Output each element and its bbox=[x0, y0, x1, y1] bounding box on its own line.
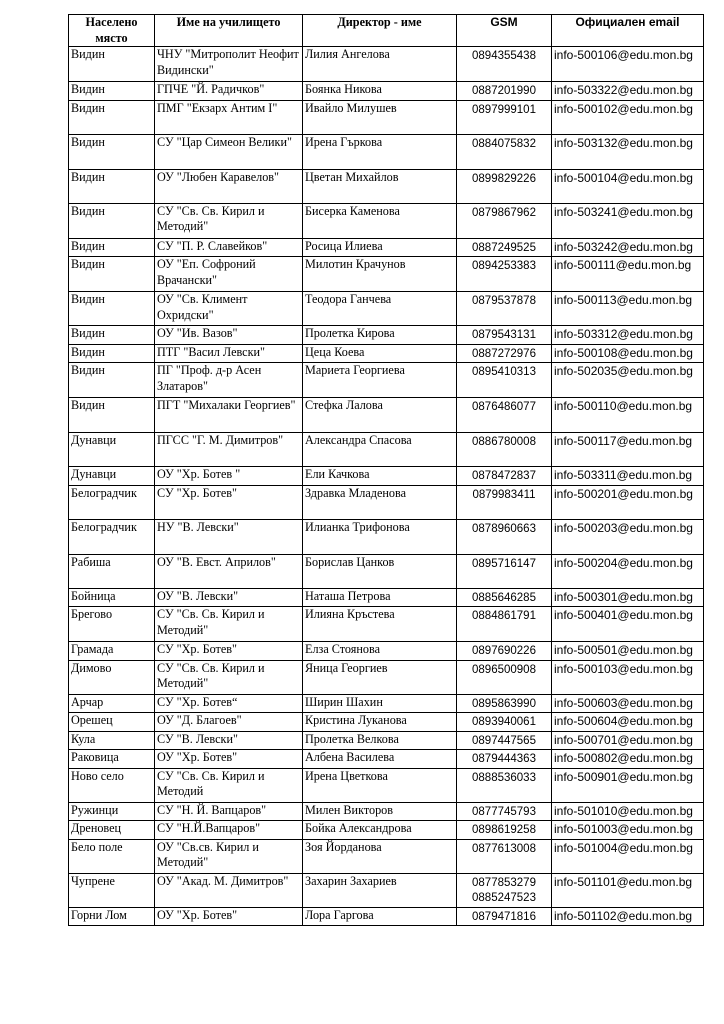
cell-email: info-501004@edu.mon.bg bbox=[552, 839, 704, 873]
cell-school: СУ "Св. Св. Кирил и Методий bbox=[155, 768, 303, 802]
cell-gsm: 0895410313 bbox=[457, 363, 552, 398]
cell-gsm: 0879983411 bbox=[457, 485, 552, 519]
cell-gsm: 0893940061 bbox=[457, 713, 552, 732]
cell-school: СУ "Хр. Ботев" bbox=[155, 642, 303, 661]
header-school: Име на училището bbox=[155, 15, 303, 47]
cell-place: Видин bbox=[69, 203, 155, 238]
cell-gsm: 0877745793 bbox=[457, 802, 552, 821]
table-row bbox=[69, 642, 704, 661]
cell-gsm: 0894253383 bbox=[457, 257, 552, 292]
cell-email: info-503241@edu.mon.bg bbox=[552, 203, 704, 238]
cell-director: Бисерка Каменова bbox=[303, 203, 457, 238]
cell-school: СУ "Св. Св. Кирил и Методий" bbox=[155, 203, 303, 238]
table-row bbox=[69, 433, 704, 467]
cell-place: Видин bbox=[69, 100, 155, 134]
cell-gsm: 0897690226 bbox=[457, 642, 552, 661]
table-row bbox=[69, 485, 704, 519]
cell-email: info-500203@edu.mon.bg bbox=[552, 519, 704, 554]
cell-email: info-500901@edu.mon.bg bbox=[552, 768, 704, 802]
cell-place: Димово bbox=[69, 660, 155, 694]
cell-school: ОУ "Любен Каравелов" bbox=[155, 169, 303, 203]
table-row bbox=[69, 344, 704, 363]
header-place: Населено място bbox=[69, 15, 155, 47]
cell-director: Кристина Луканова bbox=[303, 713, 457, 732]
cell-gsm: 0879543131 bbox=[457, 326, 552, 345]
cell-school: ОУ "Акад. М. Димитров" bbox=[155, 873, 303, 907]
cell-gsm: 0878960663 bbox=[457, 519, 552, 554]
cell-school: ОУ "Д. Благоев" bbox=[155, 713, 303, 732]
cell-school: СУ "П. Р. Славейков" bbox=[155, 238, 303, 257]
cell-gsm: 0887249525 bbox=[457, 238, 552, 257]
table-row bbox=[69, 750, 704, 769]
cell-gsm: 0898619258 bbox=[457, 821, 552, 840]
cell-place: Раковица bbox=[69, 750, 155, 769]
table-row bbox=[69, 588, 704, 607]
table-row bbox=[69, 607, 704, 642]
cell-place: Белоградчик bbox=[69, 519, 155, 554]
table-row bbox=[69, 839, 704, 873]
cell-director: Цветан Михайлов bbox=[303, 169, 457, 203]
cell-gsm: 0877853279 0885247523 bbox=[457, 873, 552, 907]
cell-place: Видин bbox=[69, 82, 155, 101]
cell-gsm: 0887272976 bbox=[457, 344, 552, 363]
cell-email: info-500110@edu.mon.bg bbox=[552, 398, 704, 433]
cell-school: ОУ "Ив. Вазов" bbox=[155, 326, 303, 345]
cell-place: Дунавци bbox=[69, 433, 155, 467]
cell-email: info-500701@edu.mon.bg bbox=[552, 731, 704, 750]
table-row bbox=[69, 257, 704, 292]
cell-director: Росица Илиева bbox=[303, 238, 457, 257]
cell-email: info-501101@edu.mon.bg bbox=[552, 873, 704, 907]
cell-school: СУ "Хр. Ботев" bbox=[155, 485, 303, 519]
cell-email: info-500401@edu.mon.bg bbox=[552, 607, 704, 642]
cell-gsm: 0884075832 bbox=[457, 134, 552, 169]
table-row bbox=[69, 169, 704, 203]
cell-director: Александра Спасова bbox=[303, 433, 457, 467]
cell-email: info-503242@edu.mon.bg bbox=[552, 238, 704, 257]
table-row bbox=[69, 907, 704, 926]
cell-school: ОУ "Хр. Ботев" bbox=[155, 907, 303, 926]
cell-school: ОУ "Хр. Ботев" bbox=[155, 750, 303, 769]
header-director: Директор - име bbox=[303, 15, 457, 47]
cell-director: Милен Викторов bbox=[303, 802, 457, 821]
cell-school: СУ "Н. Й. Вапцаров" bbox=[155, 802, 303, 821]
cell-gsm: 0879537878 bbox=[457, 292, 552, 326]
cell-place: Ружинци bbox=[69, 802, 155, 821]
cell-school: ОУ "Св.св. Кирил и Методий" bbox=[155, 839, 303, 873]
cell-email: info-500802@edu.mon.bg bbox=[552, 750, 704, 769]
cell-director: Мариета Георгиева bbox=[303, 363, 457, 398]
cell-place: Видин bbox=[69, 344, 155, 363]
cell-director: Наташа Петрова bbox=[303, 588, 457, 607]
cell-director: Стефка Лалова bbox=[303, 398, 457, 433]
table-row bbox=[69, 519, 704, 554]
table-row bbox=[69, 47, 704, 82]
cell-email: info-500301@edu.mon.bg bbox=[552, 588, 704, 607]
cell-place: Рабиша bbox=[69, 554, 155, 588]
cell-email: info-500501@edu.mon.bg bbox=[552, 642, 704, 661]
cell-email: info-500106@edu.mon.bg bbox=[552, 47, 704, 82]
cell-director: Борислав Цанков bbox=[303, 554, 457, 588]
cell-place: Ново село bbox=[69, 768, 155, 802]
cell-director: Пролетка Кирова bbox=[303, 326, 457, 345]
cell-place: Кула bbox=[69, 731, 155, 750]
cell-school: ОУ "Еп. Софроний Врачански" bbox=[155, 257, 303, 292]
cell-school: ОУ "Св. Климент Охридски" bbox=[155, 292, 303, 326]
cell-school: ГПЧЕ "Й. Радичков" bbox=[155, 82, 303, 101]
cell-director: Милотин Крачунов bbox=[303, 257, 457, 292]
cell-place: Дунавци bbox=[69, 467, 155, 486]
cell-email: info-500103@edu.mon.bg bbox=[552, 660, 704, 694]
cell-email: info-501010@edu.mon.bg bbox=[552, 802, 704, 821]
cell-email: info-500603@edu.mon.bg bbox=[552, 694, 704, 713]
cell-email: info-500108@edu.mon.bg bbox=[552, 344, 704, 363]
cell-email: info-500113@edu.mon.bg bbox=[552, 292, 704, 326]
cell-place: Видин bbox=[69, 326, 155, 345]
cell-director: Цеца Коева bbox=[303, 344, 457, 363]
cell-place: Видин bbox=[69, 238, 155, 257]
cell-place: Арчар bbox=[69, 694, 155, 713]
cell-director: Боянка Никова bbox=[303, 82, 457, 101]
cell-place: Видин bbox=[69, 47, 155, 82]
table-row bbox=[69, 821, 704, 840]
cell-email: info-501102@edu.mon.bg bbox=[552, 907, 704, 926]
table-row bbox=[69, 398, 704, 433]
cell-place: Белоградчик bbox=[69, 485, 155, 519]
table-row bbox=[69, 660, 704, 694]
cell-director: Бойка Александрова bbox=[303, 821, 457, 840]
cell-director: Албена Василева bbox=[303, 750, 457, 769]
cell-place: Орешец bbox=[69, 713, 155, 732]
cell-place: Чупрене bbox=[69, 873, 155, 907]
cell-place: Видин bbox=[69, 257, 155, 292]
cell-email: info-500111@edu.mon.bg bbox=[552, 257, 704, 292]
cell-email: info-500102@edu.mon.bg bbox=[552, 100, 704, 134]
cell-school: НУ "В. Левски" bbox=[155, 519, 303, 554]
table-row bbox=[69, 873, 704, 907]
table-row bbox=[69, 363, 704, 398]
cell-email: info-503312@edu.mon.bg bbox=[552, 326, 704, 345]
cell-director: Ирена Цветкова bbox=[303, 768, 457, 802]
cell-email: info-503311@edu.mon.bg bbox=[552, 467, 704, 486]
cell-director: Ширин Шахин bbox=[303, 694, 457, 713]
cell-school: СУ "Цар Симеон Велики" bbox=[155, 134, 303, 169]
cell-director: Здравка Младенова bbox=[303, 485, 457, 519]
cell-director: Ели Качкова bbox=[303, 467, 457, 486]
table-row bbox=[69, 554, 704, 588]
table-body bbox=[69, 47, 704, 926]
table-row bbox=[69, 238, 704, 257]
cell-gsm: 0888536033 bbox=[457, 768, 552, 802]
table-row bbox=[69, 802, 704, 821]
cell-email: info-500604@edu.mon.bg bbox=[552, 713, 704, 732]
cell-school: СУ "Св. Св. Кирил и Методий" bbox=[155, 607, 303, 642]
cell-school: ОУ "В. Евст. Априлов" bbox=[155, 554, 303, 588]
cell-gsm: 0897447565 bbox=[457, 731, 552, 750]
cell-gsm: 0899829226 bbox=[457, 169, 552, 203]
table-row bbox=[69, 768, 704, 802]
cell-gsm: 0897999101 bbox=[457, 100, 552, 134]
cell-gsm: 0887201990 bbox=[457, 82, 552, 101]
cell-school: ПМГ "Екзарх Антим I" bbox=[155, 100, 303, 134]
cell-gsm: 0877613008 bbox=[457, 839, 552, 873]
cell-gsm: 0878472837 bbox=[457, 467, 552, 486]
cell-email: info-501003@edu.mon.bg bbox=[552, 821, 704, 840]
cell-gsm: 0879444363 bbox=[457, 750, 552, 769]
cell-place: Видин bbox=[69, 169, 155, 203]
cell-gsm: 0884861791 bbox=[457, 607, 552, 642]
cell-director: Зоя Йорданова bbox=[303, 839, 457, 873]
cell-director: Ивайло Милушев bbox=[303, 100, 457, 134]
cell-gsm: 0894355438 bbox=[457, 47, 552, 82]
cell-director: Илианка Трифонова bbox=[303, 519, 457, 554]
cell-director: Яница Георгиев bbox=[303, 660, 457, 694]
cell-school: ПГ "Проф. д-р Асен Златаров" bbox=[155, 363, 303, 398]
cell-director: Пролетка Велкова bbox=[303, 731, 457, 750]
cell-gsm: 0876486077 bbox=[457, 398, 552, 433]
cell-gsm: 0885646285 bbox=[457, 588, 552, 607]
cell-gsm: 0895716147 bbox=[457, 554, 552, 588]
cell-director: Захарин Захариев bbox=[303, 873, 457, 907]
cell-gsm: 0896500908 bbox=[457, 660, 552, 694]
cell-director: Илияна Кръстева bbox=[303, 607, 457, 642]
cell-school: ЧНУ "Митрополит Неофит Видински" bbox=[155, 47, 303, 82]
cell-school: ОУ "В. Левски" bbox=[155, 588, 303, 607]
cell-email: info-500104@edu.mon.bg bbox=[552, 169, 704, 203]
cell-director: Лора Гаргова bbox=[303, 907, 457, 926]
cell-place: Видин bbox=[69, 134, 155, 169]
cell-director: Ирена Гъркова bbox=[303, 134, 457, 169]
header-row bbox=[69, 15, 704, 47]
cell-gsm: 0895863990 bbox=[457, 694, 552, 713]
cell-school: СУ "Н.Й.Вапцаров" bbox=[155, 821, 303, 840]
cell-school: ПТГ "Васил Левски" bbox=[155, 344, 303, 363]
cell-email: info-500204@edu.mon.bg bbox=[552, 554, 704, 588]
table-row bbox=[69, 292, 704, 326]
header-email: Официален email bbox=[552, 15, 704, 47]
cell-place: Бело поле bbox=[69, 839, 155, 873]
table-row bbox=[69, 694, 704, 713]
cell-director: Лилия Ангелова bbox=[303, 47, 457, 82]
cell-school: ПГТ "Михалаки Георгиев" bbox=[155, 398, 303, 433]
cell-place: Горни Лом bbox=[69, 907, 155, 926]
cell-school: ОУ "Хр. Ботев " bbox=[155, 467, 303, 486]
table-row bbox=[69, 203, 704, 238]
table-row bbox=[69, 731, 704, 750]
cell-place: Грамада bbox=[69, 642, 155, 661]
table-row bbox=[69, 134, 704, 169]
table-row bbox=[69, 100, 704, 134]
table-row bbox=[69, 326, 704, 345]
cell-gsm: 0879867962 bbox=[457, 203, 552, 238]
schools-table bbox=[68, 14, 704, 926]
header-gsm: GSM bbox=[457, 15, 552, 47]
cell-place: Видин bbox=[69, 398, 155, 433]
cell-email: info-500201@edu.mon.bg bbox=[552, 485, 704, 519]
cell-school: ПГСС "Г. М. Димитров" bbox=[155, 433, 303, 467]
cell-gsm: 0886780008 bbox=[457, 433, 552, 467]
cell-school: СУ "Хр. Ботев“ bbox=[155, 694, 303, 713]
cell-email: info-500117@edu.mon.bg bbox=[552, 433, 704, 467]
cell-director: Теодора Ганчева bbox=[303, 292, 457, 326]
cell-gsm: 0879471816 bbox=[457, 907, 552, 926]
cell-place: Бойница bbox=[69, 588, 155, 607]
cell-email: info-503322@edu.mon.bg bbox=[552, 82, 704, 101]
cell-school: СУ "В. Левски" bbox=[155, 731, 303, 750]
cell-place: Дреновец bbox=[69, 821, 155, 840]
cell-place: Видин bbox=[69, 292, 155, 326]
cell-place: Видин bbox=[69, 363, 155, 398]
cell-school: СУ "Св. Св. Кирил и Методий" bbox=[155, 660, 303, 694]
table-row bbox=[69, 467, 704, 486]
cell-email: info-503132@edu.mon.bg bbox=[552, 134, 704, 169]
cell-place: Брегово bbox=[69, 607, 155, 642]
table-row bbox=[69, 713, 704, 732]
cell-email: info-502035@edu.mon.bg bbox=[552, 363, 704, 398]
cell-director: Елза Стоянова bbox=[303, 642, 457, 661]
table-row bbox=[69, 82, 704, 101]
